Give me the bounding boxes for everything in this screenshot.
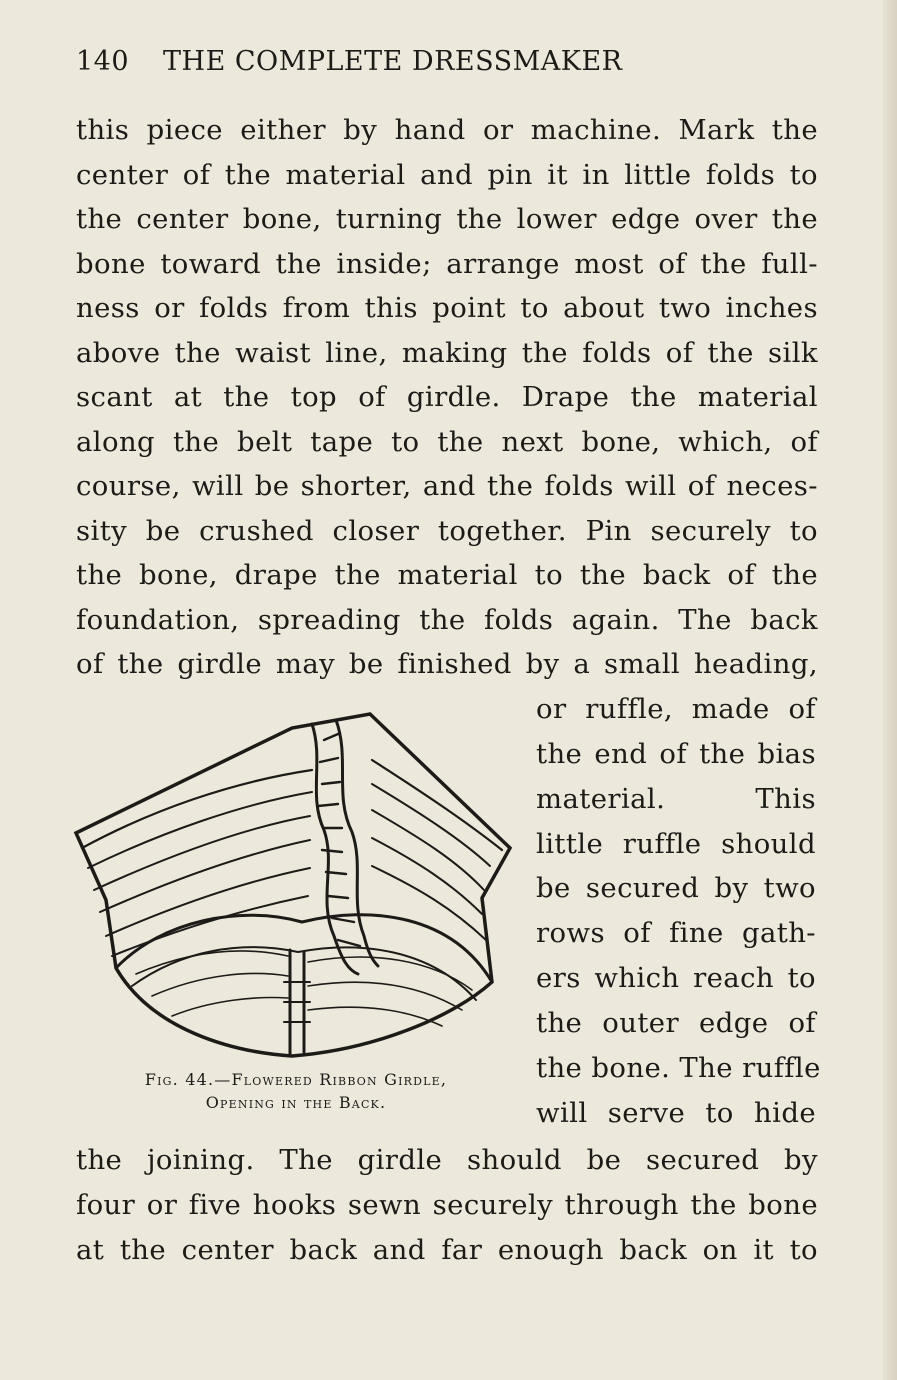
side-line: little ruffle should	[536, 828, 816, 860]
body-line: foundation, spreading the folds again. The back	[76, 604, 818, 636]
side-line: material. This	[536, 783, 816, 815]
body-line: four or five hooks sewn securely through the bone	[76, 1189, 818, 1221]
side-line: the bone. The ruffle	[536, 1052, 821, 1084]
running-header	[76, 46, 816, 77]
body-line: the center bone, turning the lower edge over the	[76, 203, 818, 235]
body-line: course, will be shorter, and the folds will of neces-	[76, 470, 818, 502]
body-line: along the belt tape to the next bone, which, of	[76, 426, 818, 458]
side-line: be secured by two	[536, 872, 816, 904]
body-line: at the center back and far enough back on it to	[76, 1234, 818, 1266]
body-line: ness or folds from this point to about two inches	[76, 292, 818, 324]
side-line: ers which reach to	[536, 962, 816, 994]
body-line: bone toward the inside; arrange most of the full-	[76, 248, 818, 280]
side-line: rows of fine gath-	[536, 917, 816, 949]
body-line: of the girdle may be finished by a small heading,	[76, 648, 818, 680]
body-line: this piece either by hand or machine. Mark the	[76, 114, 818, 146]
body-line: sity be crushed closer together. Pin securely to	[76, 515, 818, 547]
body-line: above the waist line, making the folds of the silk	[76, 337, 818, 369]
side-line: the outer edge of	[536, 1007, 816, 1039]
caption-line-1: Fig. 44.—Flowered Ribbon Girdle,	[144, 1070, 448, 1089]
running-title: THE COMPLETE DRESSMAKER	[163, 46, 623, 77]
page-number: 140	[76, 46, 130, 77]
body-line: center of the material and pin it in little folds to	[76, 159, 818, 191]
caption-line-2: Opening in the Back.	[205, 1093, 387, 1112]
side-line: the end of the bias	[536, 738, 816, 770]
body-line: the joining. The girdle should be secured by	[76, 1144, 818, 1176]
side-line: or ruffle, made of	[536, 693, 816, 725]
figure-caption	[76, 1068, 516, 1114]
girdle-illustration	[72, 700, 518, 1068]
page-edge	[883, 0, 897, 1380]
body-line: the bone, drape the material to the back of the	[76, 559, 818, 591]
body-line: scant at the top of girdle. Drape the material	[76, 381, 818, 413]
side-line: will serve to hide	[536, 1097, 816, 1129]
